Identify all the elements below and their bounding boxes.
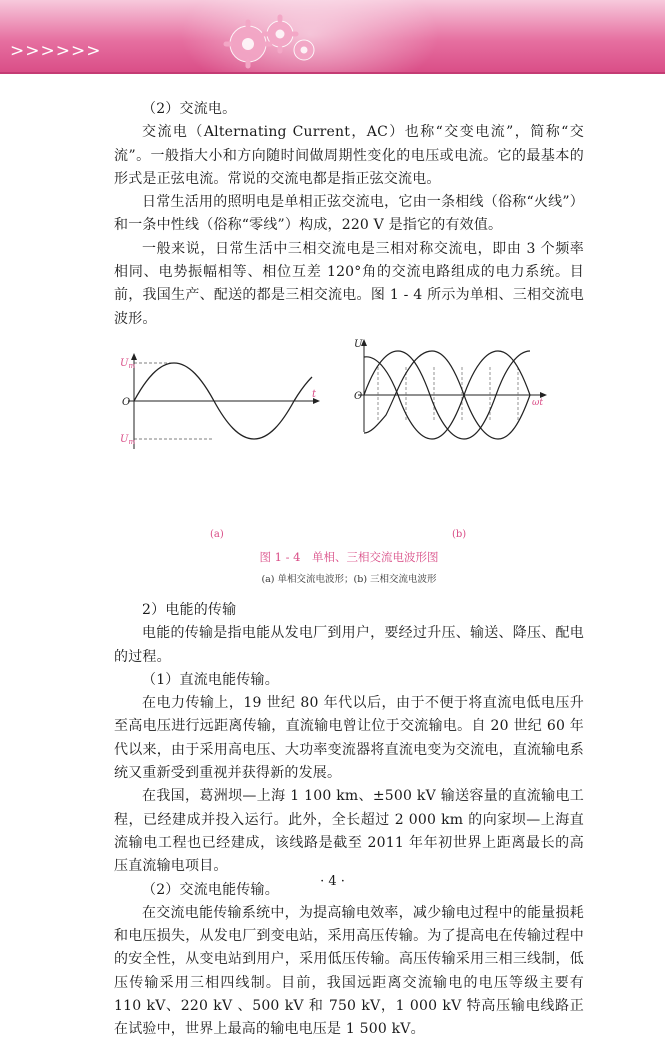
axis-origin-label: O <box>354 390 363 402</box>
axis-u-label: U <box>354 338 363 350</box>
paragraph: 一般来说，日常生活中三相交流电是三相对称交流电，即由 3 个频率相同、电势振幅相等、相位互差 120°角的交流电路组成的电力系统。目前，我国生产、配送的都是三相交流电。图 1 - 4 所示为单相、三相交流电波形。 <box>114 240 584 327</box>
single-phase-waveform <box>114 349 324 459</box>
figure-1-4 <box>114 337 584 547</box>
fig-b-label: (b) <box>452 528 467 540</box>
paragraph: 在电力传输上，19 世纪 80 年代以后，由于不便于将直流电低电压升至高电压进行远距离传输，直流输电曾让位于交流输电。自 20 世纪 60 年代以来，由于采用高电压、大功率变流器将直流电变为交流电，直流输电系统又重新受到重视并获得新的发展。 <box>114 695 584 782</box>
axis-t-label: t <box>312 388 317 400</box>
paragraph: 电能的传输是指电能从发电厂到用户，要经过升压、输送、降压、配电的过程。 <box>114 625 584 665</box>
paragraph: 日常生活用的照明电是单相正弦交流电，它由一条相线（俗称“火线”）和一条中性线（俗称“零线”）构成，220 V 是指它的有效值。 <box>114 194 584 234</box>
page-number: · 4 · <box>320 874 345 889</box>
figure-subcaption: (a) 单相交流电波形；(b) 三相交流电波形 <box>261 573 437 585</box>
header-banner <box>0 0 665 74</box>
paragraph: （2）交流电。 <box>142 101 237 117</box>
paragraph: 交流电（Alternating Current，AC）也称“交变电流”，简称“交流”。一般指大小和方向随时间做周期性变化的电压或电流。它的最基本的形式是正弦电流。常说的交流电都是指正弦交流电。 <box>114 124 584 187</box>
chevron-decoration-icon: >>>>>> <box>10 41 102 61</box>
page-content <box>114 98 584 1042</box>
axis-um-label: $U_m$ <box>120 357 136 370</box>
axis-neg-um-label: $U_m$ <box>120 433 136 446</box>
paragraph: （2）交流电能传输。 <box>142 881 279 898</box>
figure-caption: 图 1 - 4 单相、三相交流电波形图 <box>259 549 439 564</box>
section-heading: 2）电能的传输 <box>142 601 237 618</box>
paragraph: 在我国，葛洲坝—上海 1 100 km、±500 kV 输送容量的直流输电工程，已经建成并投入运行。此外，全长超过 2 000 km 的向家坝—上海直流输电工程也已经建成，该线路是截至 2011 年年初世界上距离最长的高压直流输电项目。 <box>114 788 584 875</box>
paragraph: （1）直流电能传输。 <box>142 671 279 688</box>
axis-origin-label: O <box>122 396 131 408</box>
axis-wt-label: ωt <box>532 397 543 408</box>
paragraph: 在交流电能传输系统中，为提高输电效率，减少输电过程中的能量损耗和电压损失，从发电厂到变电站，采用高压传输。为了提高电在传输过程中的安全性，从变电站到用户，采用低压传输。高压传输采用三相三线制，低压传输采用三相四线制。目前，我国远距离交流输电的电压等级主要有 110 kV、220 kV 、500 kV 和 750 kV，1 000 kV 特高压输电线路正在试验中，世界上最高的输电电压是 1 500 kV。 <box>114 904 584 1038</box>
fig-a-label: (a) <box>210 528 224 540</box>
gears-decoration-icon <box>218 12 338 72</box>
banner-divider <box>0 72 665 74</box>
three-phase-waveform <box>354 337 554 447</box>
